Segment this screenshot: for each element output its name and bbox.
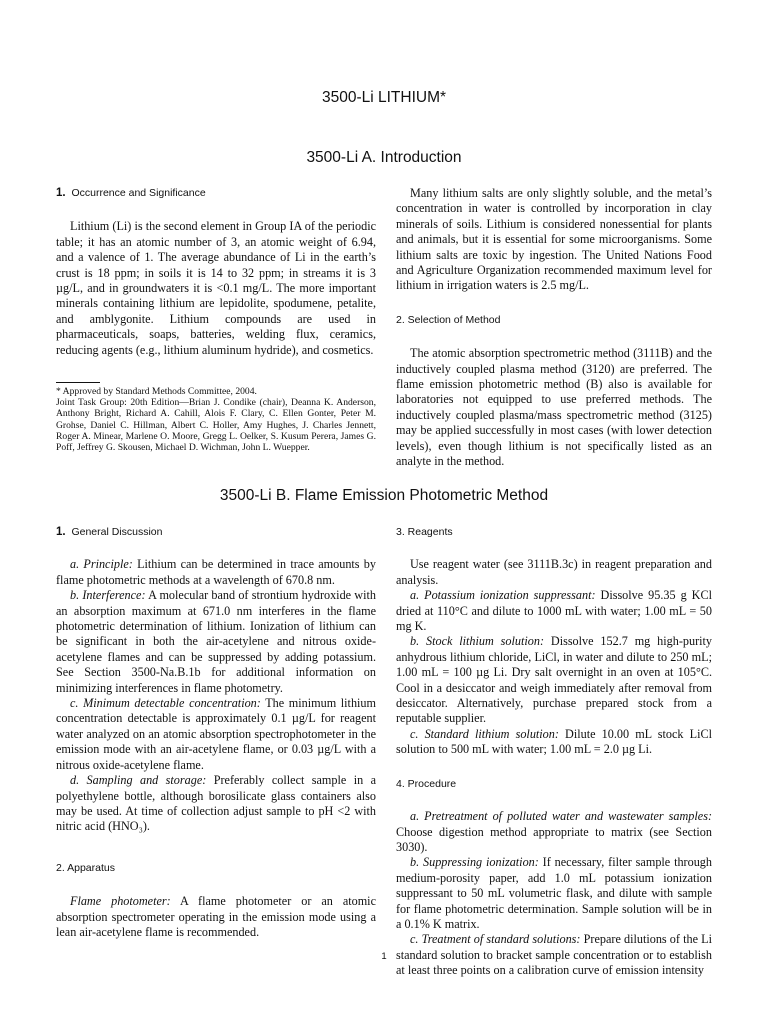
section-a-left-column [56, 186, 376, 453]
footnote-task-group: Joint Task Group: 20th Edition—Brian J. Condike (chair), Deanna K. Anderson, Anthony Bright, Richard A. Cahill, Alois F. Clary, C. Ellen Gonter, Peter M. Grohse, Daniel C. Hillman, Albert C. Holler, Amy Hughes, J. Charles Jennett, Roger A. Minear, Marlene O. Moore, Gregg L. Oelker, S. Kusum Perera, James G. Poff, Jeffrey G. Skousen, Michael D. Wichman, John L. Wuepper. [56, 397, 376, 454]
footnote [56, 386, 376, 453]
paragraph-sampling-storage: d. Sampling and storage: Preferably collect sample in a polyethylene bottle, although borosilicate glass containers also may be used. At time of collection adjust sample to pH <2 with nitric acid (HNO₃). [56, 773, 376, 834]
heading-apparatus: 2. Apparatus [56, 861, 115, 874]
paragraph-occurrence: Lithium (Li) is the second element in Group IA of the periodic table; it has an atomic number of 3, an atomic weight of 6.94, and a valence of 1. The average abundance of Li in the earth’s crust is 18 ppm; in soils it is 14 to 32 ppm; in streams it is 3 µg/L, and in groundwaters it is <0.1 mg/L. The more important minerals containing lithium are lepidolite, spodumene, petalite, and amblygonite. Lithium compounds are used in pharmaceuticals, soaps, batteries, welding flux, ceramics, reducing agents (e.g., lithium aluminum hydride), and cosmetics. [56, 219, 376, 357]
paragraph-minimum-detectable: c. Minimum detectable concentration: The minimum lithium concentration detectable is approximately 0.1 µg/L for reagent water analyzed on an atomic absorption spectrophotometer in the emission mode with an air-acetylene flame, or 0.03 µg/L with a nitrous oxide-acetylene flame. [56, 696, 376, 772]
paragraph-standard-lithium: c. Standard lithium solution: Dilute 10.00 mL stock LiCl solution to 500 mL with water; 1.00 mL = 2.0 µg Li. [396, 726, 712, 757]
heading-occurrence: 1. Occurrence and Significance [56, 187, 206, 199]
heading-general-discussion: 1. General Discussion [56, 526, 163, 538]
paragraph-suppressing-ionization: b. Suppressing ionization: If necessary, filter sample through medium-porosity paper, add 1.0 mL potassium ionization suppressant to 50 mL volumetric flask, and dilute with sample for flame photometric determination. Sample solution will be in a 0.1% K matrix. [396, 855, 712, 931]
section-a-title: 3500-Li A. Introduction [306, 149, 462, 166]
paragraph-selection-of-method: The atomic absorption spectrometric method (3111B) and the inductively coupled plasma method (3120) are preferred. The flame emission photometric method (B) also is available for laboratories not equipped to use preferred methods. The inductively coupled plasma/mass spectrometric method (3125) may be applied successfully in most cases (with lower detection levels), even though lithium is not specifically listed as an analyte in the method. [396, 346, 712, 469]
paragraph-lithium-salts: Many lithium salts are only slightly soluble, and the metal’s concentration in water is controlled by incorporation in clay minerals of soils. Lithium is considered nonessential for plants and animals, but it is essential for some microorganisms. Some lithium salts are toxic by ingestion. The United Nations Food and Agriculture Organization recommended maximum level for lithium in irrigation waters is 2.5 mg/L. [396, 186, 712, 293]
section-a-right-column [396, 186, 712, 470]
paragraph-interference: b. Interference: A molecular band of strontium hydroxide with an absorption maximum at 671.0 nm interferes in the flame photometric determination of lithium. Ionization of lithium can be significant in both the air-acetylene and nitrous oxide-acetylene flames and can be suppressed by adding potassium. See Section 3500-Na.B.1b for additional information on minimizing interferences in flame photometry. [56, 588, 376, 695]
paragraph-stock-lithium: b. Stock lithium solution: Dissolve 152.7 mg high-purity anhydrous lithium chloride, LiCl, in water and dilute to 250 mL; 1.00 mL = 100 µg Li. Dry salt overnight in an oven at 105°C. Cool in a desiccator and weigh immediately after removal from desiccator. Alternatively, purchase prepared stock from a reputable supplier. [396, 634, 712, 726]
section-b-title: 3500-Li B. Flame Emission Photometric Method [219, 487, 549, 504]
heading-selection-of-method: 2. Selection of Method [396, 313, 501, 326]
paragraph-pretreatment: a. Pretreatment of polluted water and wastewater samples: Choose digestion method appropriate to matrix (see Section 3030). [396, 809, 712, 854]
paragraph-reagent-water: Use reagent water (see 3111B.3c) in reagent preparation and analysis. [396, 557, 712, 587]
footnote-rule [56, 382, 100, 383]
page-number: 1 [381, 951, 387, 962]
paragraph-ionization-suppressant: a. Potassium ionization suppressant: Dissolve 95.35 g KCl dried at 110°C and dilute to 1000 mL with water; 1.00 mL = 50 mg K. [396, 588, 712, 634]
heading-reagents: 3. Reagents [396, 526, 453, 538]
paragraph-principle: a. Principle: Lithium can be determined in trace amounts by flame photometric methods at a wavelength of 670.8 nm. [56, 557, 376, 587]
paragraph-standard-solutions: c. Treatment of standard solutions: Prepare dilutions of the Li standard solution to bracket sample concentration or to establish at least three points on a calibration curve of emission intensity [396, 932, 712, 978]
footnote-approval: * Approved by Standard Methods Committee, 2004. [56, 386, 257, 398]
section-b-right-column [396, 525, 712, 979]
heading-procedure: 4. Procedure [396, 777, 457, 790]
paragraph-flame-photometer: Flame photometer: A flame photometer or an atomic absorption spectrometer operating in the emission mode using a lean air-acetylene flame is recommended. [56, 894, 376, 939]
section-b-left-column [56, 525, 376, 940]
document-title: 3500-Li LITHIUM* [321, 89, 447, 106]
